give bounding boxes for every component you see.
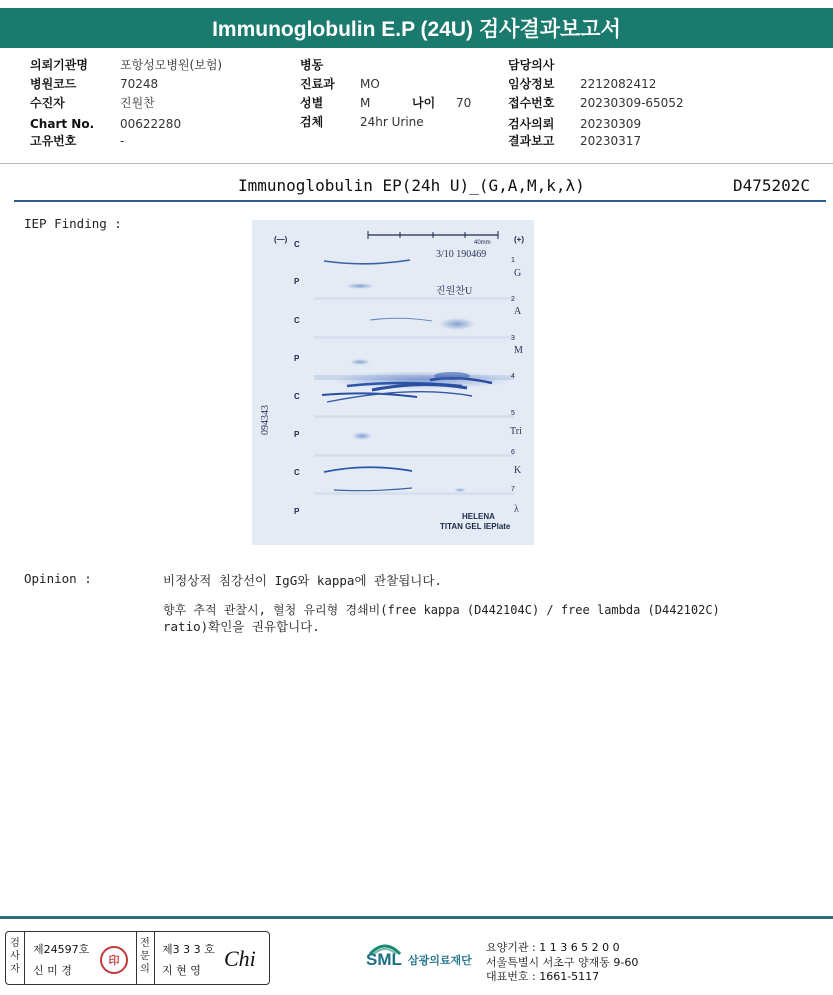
examiner-role-1: 검 xyxy=(10,938,20,949)
well-label-5: C xyxy=(294,392,300,401)
request-date-value: 20230309 xyxy=(580,117,642,131)
department-value: MO xyxy=(360,77,380,91)
specimen-label: 검체 xyxy=(300,115,324,129)
opinion-label: Opinion : xyxy=(24,571,92,586)
opinion-line-2: 향후 추적 관찰시, 혈청 유리형 경쇄비(free kappa (D442104C) / free lambda (D442102C) xyxy=(163,603,720,617)
header-divider xyxy=(0,163,833,164)
specialist-role-1: 전 xyxy=(140,938,150,949)
opinion-line-3: ratio)확인을 권유합니다. xyxy=(163,619,320,634)
lane-number-1: 1 xyxy=(511,257,515,264)
org-name: 삼광의료재단 xyxy=(408,954,472,967)
chart-no-label: Chart No. xyxy=(30,117,95,131)
accession-no-label: 접수번호 xyxy=(508,96,555,110)
requesting-institution-value: 포항성모병원(보험) xyxy=(120,58,223,72)
specimen-value: 24hr Urine xyxy=(360,115,424,129)
lane-number-5: 5 xyxy=(511,410,515,417)
gel-product: TITAN GEL IEPlate xyxy=(440,522,511,531)
gel-brand: HELENA xyxy=(462,512,495,521)
footer-divider xyxy=(0,916,833,919)
lane-number-3: 3 xyxy=(511,335,515,342)
sex-value: M xyxy=(360,96,371,110)
clinical-info-value: 2212082412 xyxy=(580,77,657,91)
well-label-8: P xyxy=(294,507,300,516)
examiner-role-3: 자 xyxy=(10,964,20,975)
iep-gel-image xyxy=(252,220,534,545)
signature-box xyxy=(5,931,270,985)
opinion-line-1: 비정상적 침강선이 IgG와 kappa에 관찰됩니다. xyxy=(163,573,442,588)
precipitin-bands xyxy=(252,220,534,545)
patient-value: 진원찬 xyxy=(120,96,155,110)
specialist-role-3: 의 xyxy=(140,964,150,975)
lane-number-7: 7 xyxy=(511,486,515,493)
gel-side-number: 094343 xyxy=(260,405,271,435)
hospital-code-label: 병원코드 xyxy=(30,77,77,91)
examiner-name: 신 미 경 xyxy=(33,964,72,977)
sex-label: 성별 xyxy=(300,96,324,110)
examiner-role-2: 사 xyxy=(10,951,20,962)
lane-number-2: 2 xyxy=(511,296,515,303)
ward-label: 병동 xyxy=(300,58,324,72)
sml-logo-icon xyxy=(366,940,404,976)
specialist-license: 제3 3 3 호 xyxy=(162,943,215,956)
hospital-code-value: 70248 xyxy=(120,77,159,91)
well-label-7: C xyxy=(294,468,300,477)
anode-label: (+) xyxy=(514,235,524,244)
patient-label: 수진자 xyxy=(30,96,65,110)
examiner-license: 제24597호 xyxy=(33,943,90,956)
chart-no-value: 00622280 xyxy=(120,117,182,131)
well-label-2: P xyxy=(294,277,300,286)
test-title-underline xyxy=(14,200,826,202)
gel-handwritten-date: 3/10 190469 xyxy=(436,249,487,260)
org-address: 서울특별시 서초구 양재동 9-60 xyxy=(486,956,639,969)
well-label-3: C xyxy=(294,316,300,325)
lane-number-4: 4 xyxy=(511,373,515,380)
specialist-signature: Chi xyxy=(224,946,256,971)
age-value: 70 xyxy=(456,96,472,110)
antiserum-tri-label: Tri xyxy=(510,426,522,437)
test-code: D475202C xyxy=(733,176,811,195)
antiserum-kappa-label: K xyxy=(514,465,522,476)
examiner-seal: 印 xyxy=(100,946,128,974)
report-date-value: 20230317 xyxy=(580,134,642,148)
clinical-info-label: 임상정보 xyxy=(508,77,555,91)
well-label-1: C xyxy=(294,240,300,249)
age-label: 나이 xyxy=(412,96,436,110)
antiserum-m-label: M xyxy=(514,345,523,356)
lane-number-6: 6 xyxy=(511,449,515,456)
request-date-label: 검사의뢰 xyxy=(508,117,555,131)
unique-no-value: - xyxy=(120,134,125,148)
accession-no-value: 20230309-65052 xyxy=(580,96,684,110)
specialist-role-2: 문 xyxy=(140,951,150,962)
antiserum-lambda-label: λ xyxy=(514,504,519,515)
requesting-institution-label: 의뢰기관명 xyxy=(30,58,88,72)
gel-handwritten-name: 진원찬U xyxy=(436,286,473,297)
org-institution-no: 요양기관 : 1 1 3 6 5 2 0 0 xyxy=(486,941,620,954)
antiserum-g-label: G xyxy=(514,268,522,279)
cathode-label: (—) xyxy=(274,235,288,244)
specialist-name: 지 현 영 xyxy=(162,964,201,977)
report-title: Immunoglobulin E.P (24U) 검사결과보고서 xyxy=(0,8,833,48)
doctor-label: 담당의사 xyxy=(508,58,555,72)
well-label-4: P xyxy=(294,354,300,363)
antiserum-a-label: A xyxy=(514,306,522,317)
department-label: 진료과 xyxy=(300,77,335,91)
org-phone: 대표번호 : 1661-5117 xyxy=(486,970,600,983)
well-label-6: P xyxy=(294,430,300,439)
scale-bar-label: 40mm xyxy=(474,240,491,246)
test-name: Immunoglobulin EP(24h U)_(G,A,M,k,λ) xyxy=(238,176,585,195)
unique-no-label: 고유번호 xyxy=(30,134,77,148)
sml-logo-text: SML xyxy=(366,950,402,969)
report-date-label: 결과보고 xyxy=(508,134,555,148)
iep-finding-label: IEP Finding : xyxy=(24,216,122,231)
